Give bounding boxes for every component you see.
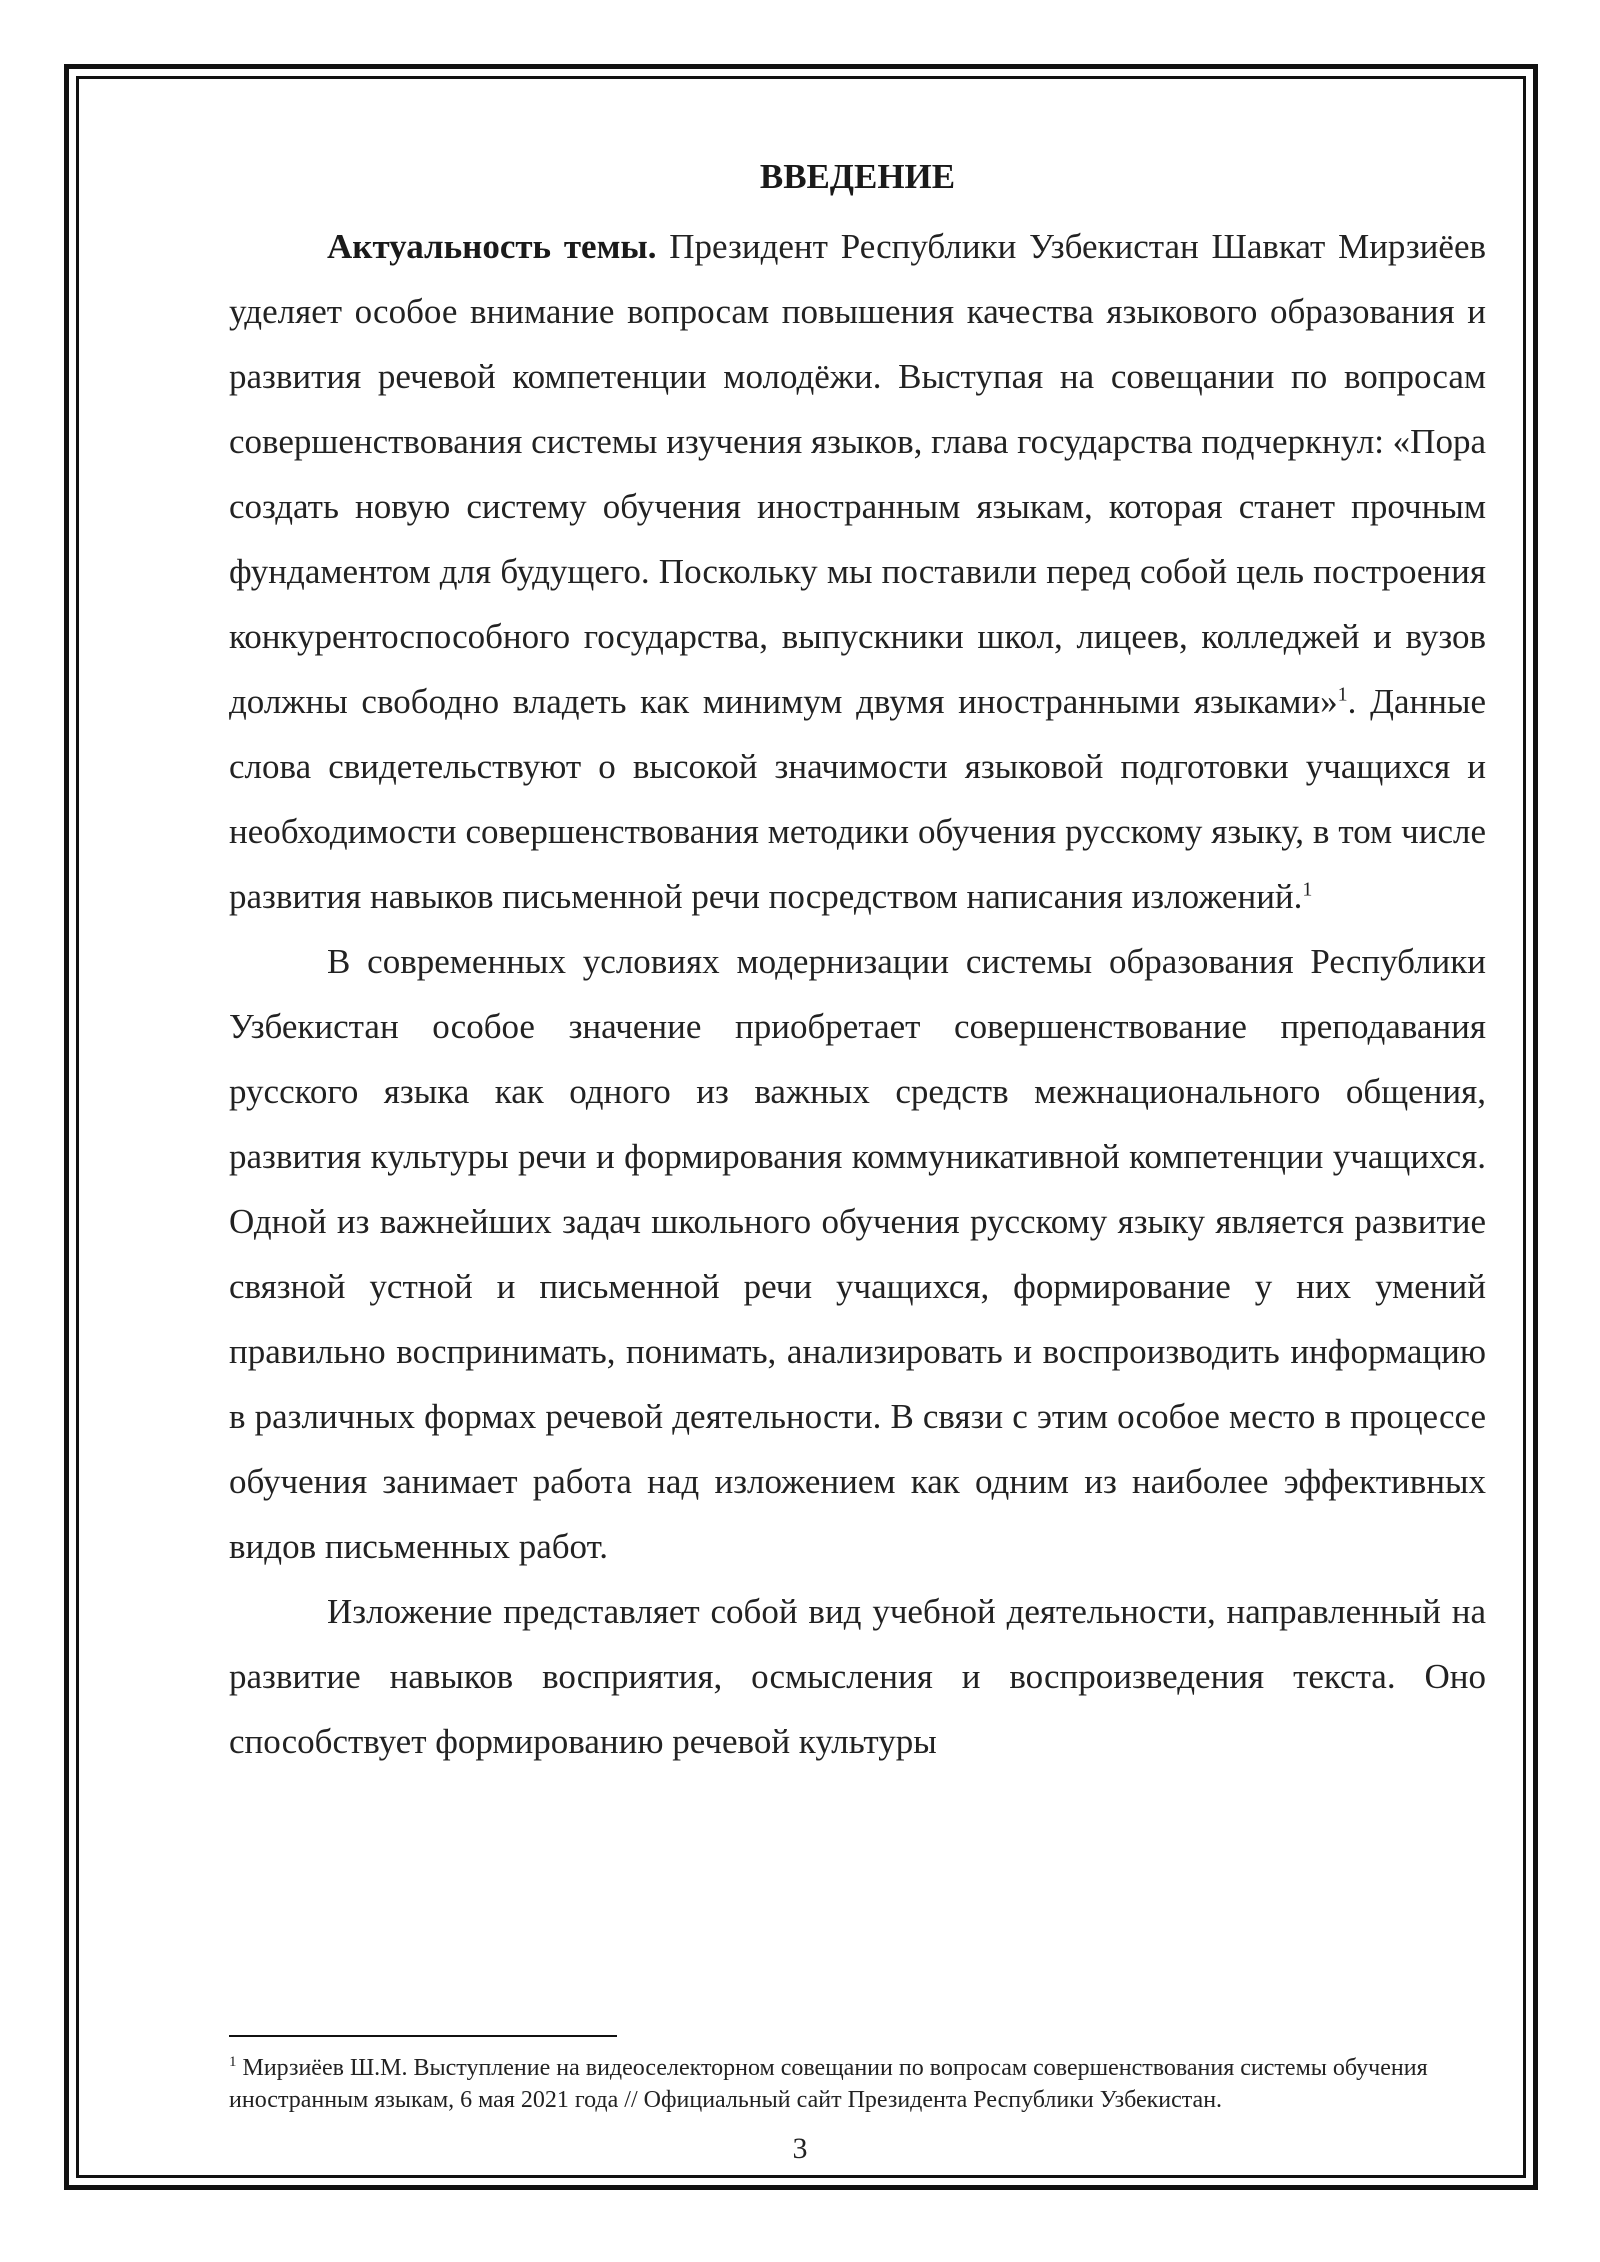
paragraph-modernization: В современных условиях модернизации системы образования Республики Узбекистан особое значение приобретает совершенствование преподавания русского языка как одного из важных средств межнационального общения, развития культуры речи и формирования коммуникативной компетенции учащихся. Одной из важнейших задач школьного обучения русскому языку является развитие связной устной и письменной речи учащихся, формирование у них умений правильно воспринимать, понимать, анализировать и воспроизводить информацию в различных формах речевой деятельности. В связи с этим особое место в процессе обучения занимает работа над изложением как одним из наиболее эффективных видов письменных работ. (229, 942, 1486, 1566)
footnote-marker: 1 (229, 2054, 237, 2070)
paragraph-relevance (229, 214, 1486, 929)
document-body (229, 150, 1486, 1774)
paragraph-lead: Актуальность темы. (327, 227, 657, 266)
paragraph-text: Президент Республики Узбекистан Шавкат Мирзиёев уделяет особое внимание вопросам повышения качества языкового образования и развития речевой компетенции молодёжи. Выступая на совещании по вопросам совершенствования системы изучения языков, глава государства подчеркнул: «Пора создать новую систему обучения иностранным языкам, которая станет прочным фундаментом для будущего. Поскольку мы поставили перед собой цель построения конкурентоспособного государства, выпускники школ, лицеев, колледжей и вузов должны свободно владеть как минимум двумя иностранными языками» (229, 227, 1487, 721)
section-heading: ВВЕДЕНИЕ (759, 157, 956, 196)
footnote (229, 2052, 1486, 2116)
footnote-text: Мирзиёев Ш.М. Выступление на видеоселекторном совещании по вопросам совершенствования системы обучения иностранным языкам, 6 мая 2021 года // Официальный сайт Президента Республики Узбекистан. (229, 2055, 1428, 2113)
paragraph-exposition: Изложение представляет собой вид учебной деятельности, направленный на развитие навыков восприятия, осмысления и воспроизведения текста. Оно способствует формированию речевой культуры (229, 1592, 1486, 1761)
footnote-reference: 1 (1337, 683, 1348, 706)
page-number: 3 (792, 2132, 808, 2165)
footnote-reference: 1 (1302, 878, 1313, 901)
footnote-separator (229, 2035, 617, 2037)
paragraph-text: . Данные слова свидетельствуют о высокой значимости языковой подготовки учащихся и необходимости совершенствования методики обучения русскому языку, в том числе развития навыков письменной речи посредством написания изложений. (229, 682, 1487, 916)
